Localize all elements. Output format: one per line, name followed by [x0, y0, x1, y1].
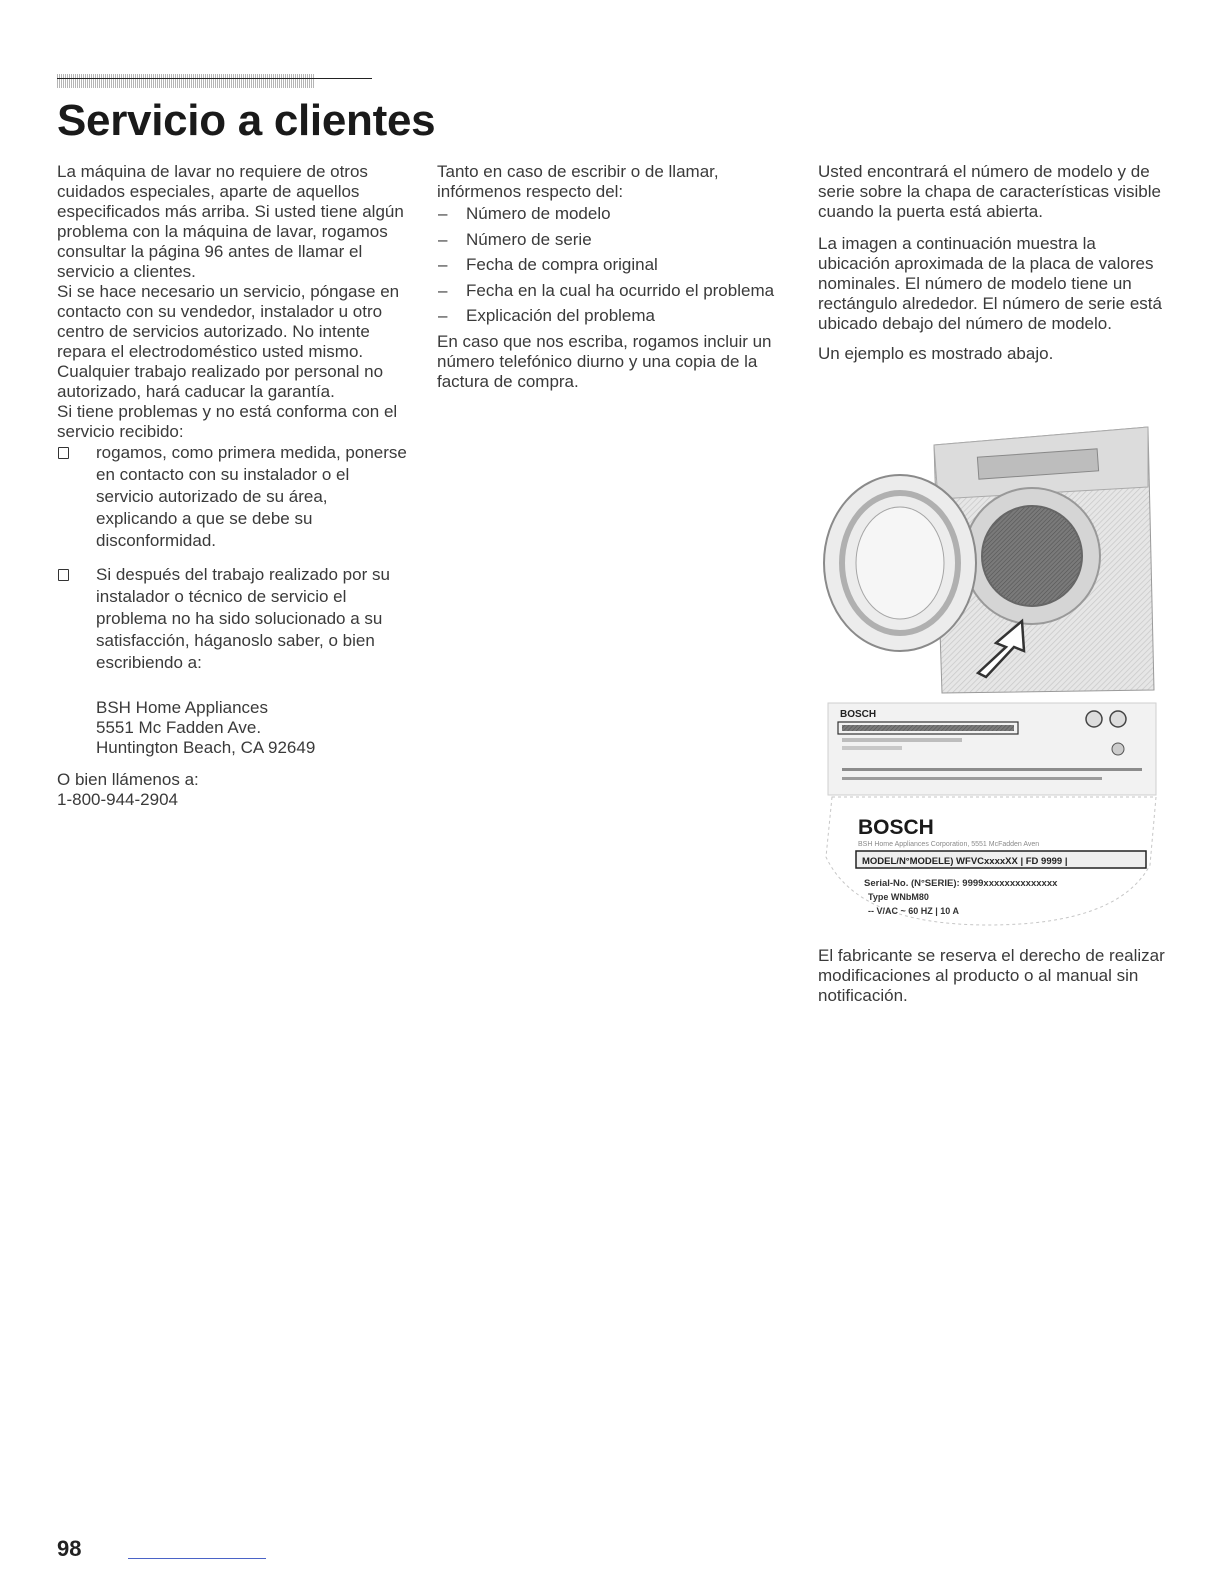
- checklist-item: [57, 564, 407, 758]
- info-intro: Tanto en caso de escribir o de llamar, infórmenos respecto del:: [437, 162, 719, 201]
- company-text: BSH Home Appliances Corporation, 5551 McFadden Aven: [858, 841, 1040, 848]
- intro-paragraph: La máquina de lavar no requiere de otros cuidados especiales, aparte de aquellos especificados más arriba. Si usted tiene algún problema con la máquina de lavar, rogamos consultar la página 96 antes de llamar el servicio a clientes.: [57, 162, 404, 281]
- complaint-checklist: [57, 442, 407, 758]
- checklist-item: [57, 442, 407, 552]
- washer-illustration: [824, 427, 1154, 693]
- service-paragraph: Si se hace necesario un servicio, póngase en contacto con su vendedor, instalador u otro centro de servicios autorizado. No intente repara el electrodoméstico usted mismo. Cualquier trabajo realizado por personal no autorizado, hará caducar la garantía.: [57, 282, 400, 401]
- brand-small-text: BOSCH: [840, 709, 877, 720]
- info-item-text: Explicación del problema: [466, 306, 655, 325]
- phone-number: 1-800-944-2904: [57, 790, 178, 809]
- disclaimer-paragraph: El fabricante se reserva el derecho de realizar modificaciones al producto o al manual sin notificación.: [818, 946, 1165, 1005]
- header-rule-line: [57, 78, 372, 79]
- serial-number-text: Serial-No. (N°SERIE): 9999xxxxxxxxxxxxxx: [864, 878, 1058, 889]
- info-list: [437, 204, 787, 326]
- info-list-item: [437, 230, 787, 250]
- rating-plate-magnified: [826, 797, 1156, 925]
- checkbox-icon: [58, 447, 69, 459]
- info-list-item: [437, 204, 787, 224]
- info-list-item: [437, 306, 787, 326]
- outro-paragraph: En caso que nos escriba, rogamos incluir un número telefónico diurno y una copia de la factura de compra.: [437, 331, 772, 391]
- address-line: Huntington Beach, CA 92649: [96, 738, 316, 757]
- dash-bullet-icon: –: [438, 204, 448, 223]
- header-hatch-rule: [57, 74, 315, 88]
- dash-bullet-icon: –: [438, 306, 448, 325]
- checklist-item-text: rogamos, como primera medida, ponerse en contacto con su instalador o el servicio autorizado de su área, explicando a que se debe su disconformidad.: [96, 443, 407, 550]
- page-number: 98: [57, 1536, 82, 1561]
- type-text: Type WNbM80: [868, 892, 929, 902]
- model-number-text: MODEL/N°MODELE) WFVCxxxxXX | FD 9999 |: [862, 856, 1068, 867]
- address-line: BSH Home Appliances: [96, 698, 268, 717]
- address-line: 5551 Mc Fadden Ave.: [96, 718, 262, 737]
- dash-bullet-icon: –: [438, 255, 448, 274]
- info-item-text: Fecha de compra original: [466, 255, 658, 274]
- dash-bullet-icon: –: [438, 280, 448, 300]
- rating-plate-small: [828, 703, 1156, 795]
- power-text: -- V/AC ~ 60 HZ | 10 A: [868, 906, 959, 916]
- example-paragraph: Un ejemplo es mostrado abajo.: [818, 344, 1054, 363]
- dash-bullet-icon: –: [438, 229, 448, 249]
- checklist-item-text: Si después del trabajo realizado por su instalador o técnico de servicio el problema no ha sido solucionado a su satisfacción, háganoslo saber, o bien escribiendo a:: [96, 565, 390, 672]
- info-item-text: Número de modelo: [466, 204, 611, 223]
- info-list-item: [437, 281, 787, 301]
- page-title: Servicio a clientes: [57, 96, 436, 145]
- info-item-text: Número de serie: [466, 229, 592, 249]
- column-right: [818, 162, 1168, 364]
- column-middle: [437, 162, 787, 392]
- washer-label-figure: [818, 425, 1158, 935]
- checkbox-icon: [58, 569, 69, 581]
- mailing-address: [96, 698, 407, 758]
- brand-large-text: BOSCH: [858, 816, 934, 839]
- location-paragraph: Usted encontrará el número de modelo y de serie sobre la chapa de características visible cuando la puerta está abierta.: [818, 162, 1161, 221]
- info-item-text: Fecha en la cual ha ocurrido el problema: [466, 280, 775, 300]
- image-description-paragraph: La imagen a continuación muestra la ubicación aproximada de la placa de valores nominales. El número de modelo tiene un rectángulo alrededor. El número de serie está ubicado debajo del número de modelo.: [818, 234, 1162, 333]
- footer-rule: [128, 1558, 266, 1559]
- info-list-item: [437, 255, 787, 275]
- problems-paragraph: Si tiene problemas y no está conforma con el servicio recibido:: [57, 402, 398, 441]
- call-label: O bien llámenos a:: [57, 770, 199, 789]
- column-left: [57, 162, 407, 810]
